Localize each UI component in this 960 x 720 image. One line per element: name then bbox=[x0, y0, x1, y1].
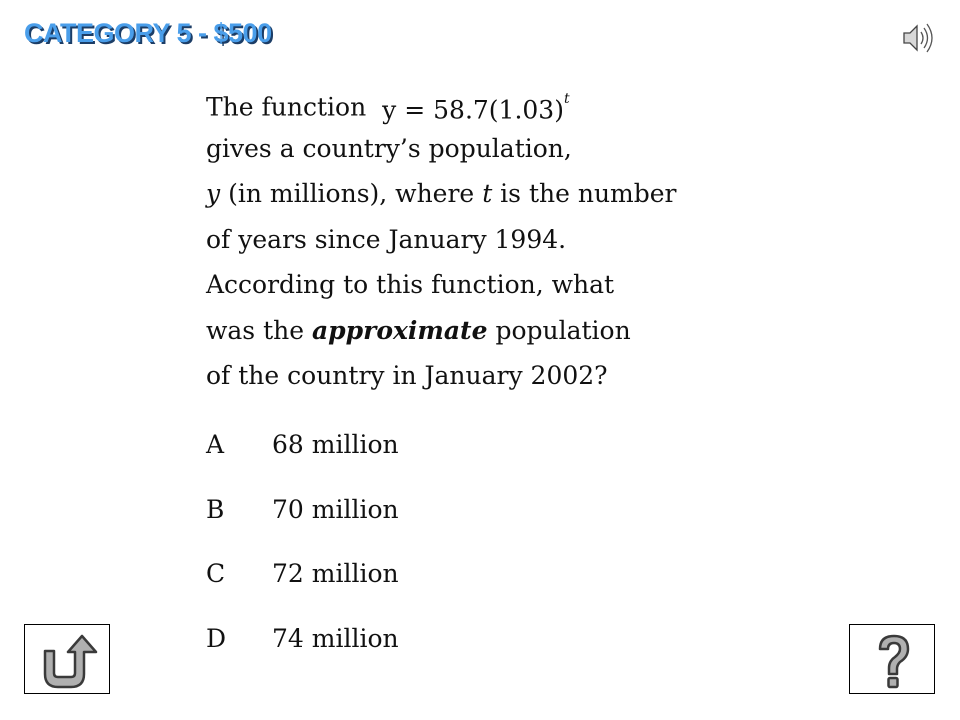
question-line-2: gives a country’s population, bbox=[206, 133, 572, 163]
choice-text: 72 million bbox=[272, 559, 399, 588]
answer-choices bbox=[206, 430, 399, 688]
choice-letter: D bbox=[206, 623, 227, 653]
question-line-1: The function $y = 58.7(1.03)^t$ bbox=[206, 80, 766, 126]
question-line-5: According to this function, what bbox=[206, 270, 615, 299]
question-line-3: y (in millions), where t is the number bbox=[206, 179, 677, 208]
question-line-6: was the approximate population bbox=[206, 315, 631, 345]
choice-letter: A bbox=[206, 430, 225, 459]
question-text bbox=[206, 80, 766, 399]
choice-letter: C bbox=[206, 559, 226, 588]
category-title: CATEGORY 5 - $500 bbox=[24, 18, 272, 48]
choice-b bbox=[206, 495, 399, 560]
u-turn-arrow-icon bbox=[25, 625, 111, 695]
choice-letter: B bbox=[206, 494, 225, 524]
help-button[interactable] bbox=[849, 624, 935, 694]
back-button[interactable] bbox=[24, 624, 110, 694]
speaker-icon[interactable] bbox=[902, 22, 938, 54]
question-line-4: of years since January 1994. bbox=[206, 224, 567, 254]
choice-text: 70 million bbox=[272, 494, 399, 524]
question-mark-icon bbox=[850, 625, 936, 695]
choice-text: 74 million bbox=[272, 623, 399, 653]
choice-c bbox=[206, 559, 399, 624]
choice-d bbox=[206, 624, 399, 689]
choice-a bbox=[206, 430, 399, 495]
question-line-7: of the country in January 2002? bbox=[206, 361, 608, 390]
population-equation: $y = 58.7(1.03)^t$ bbox=[382, 91, 570, 125]
choice-text: 68 million bbox=[272, 430, 399, 459]
